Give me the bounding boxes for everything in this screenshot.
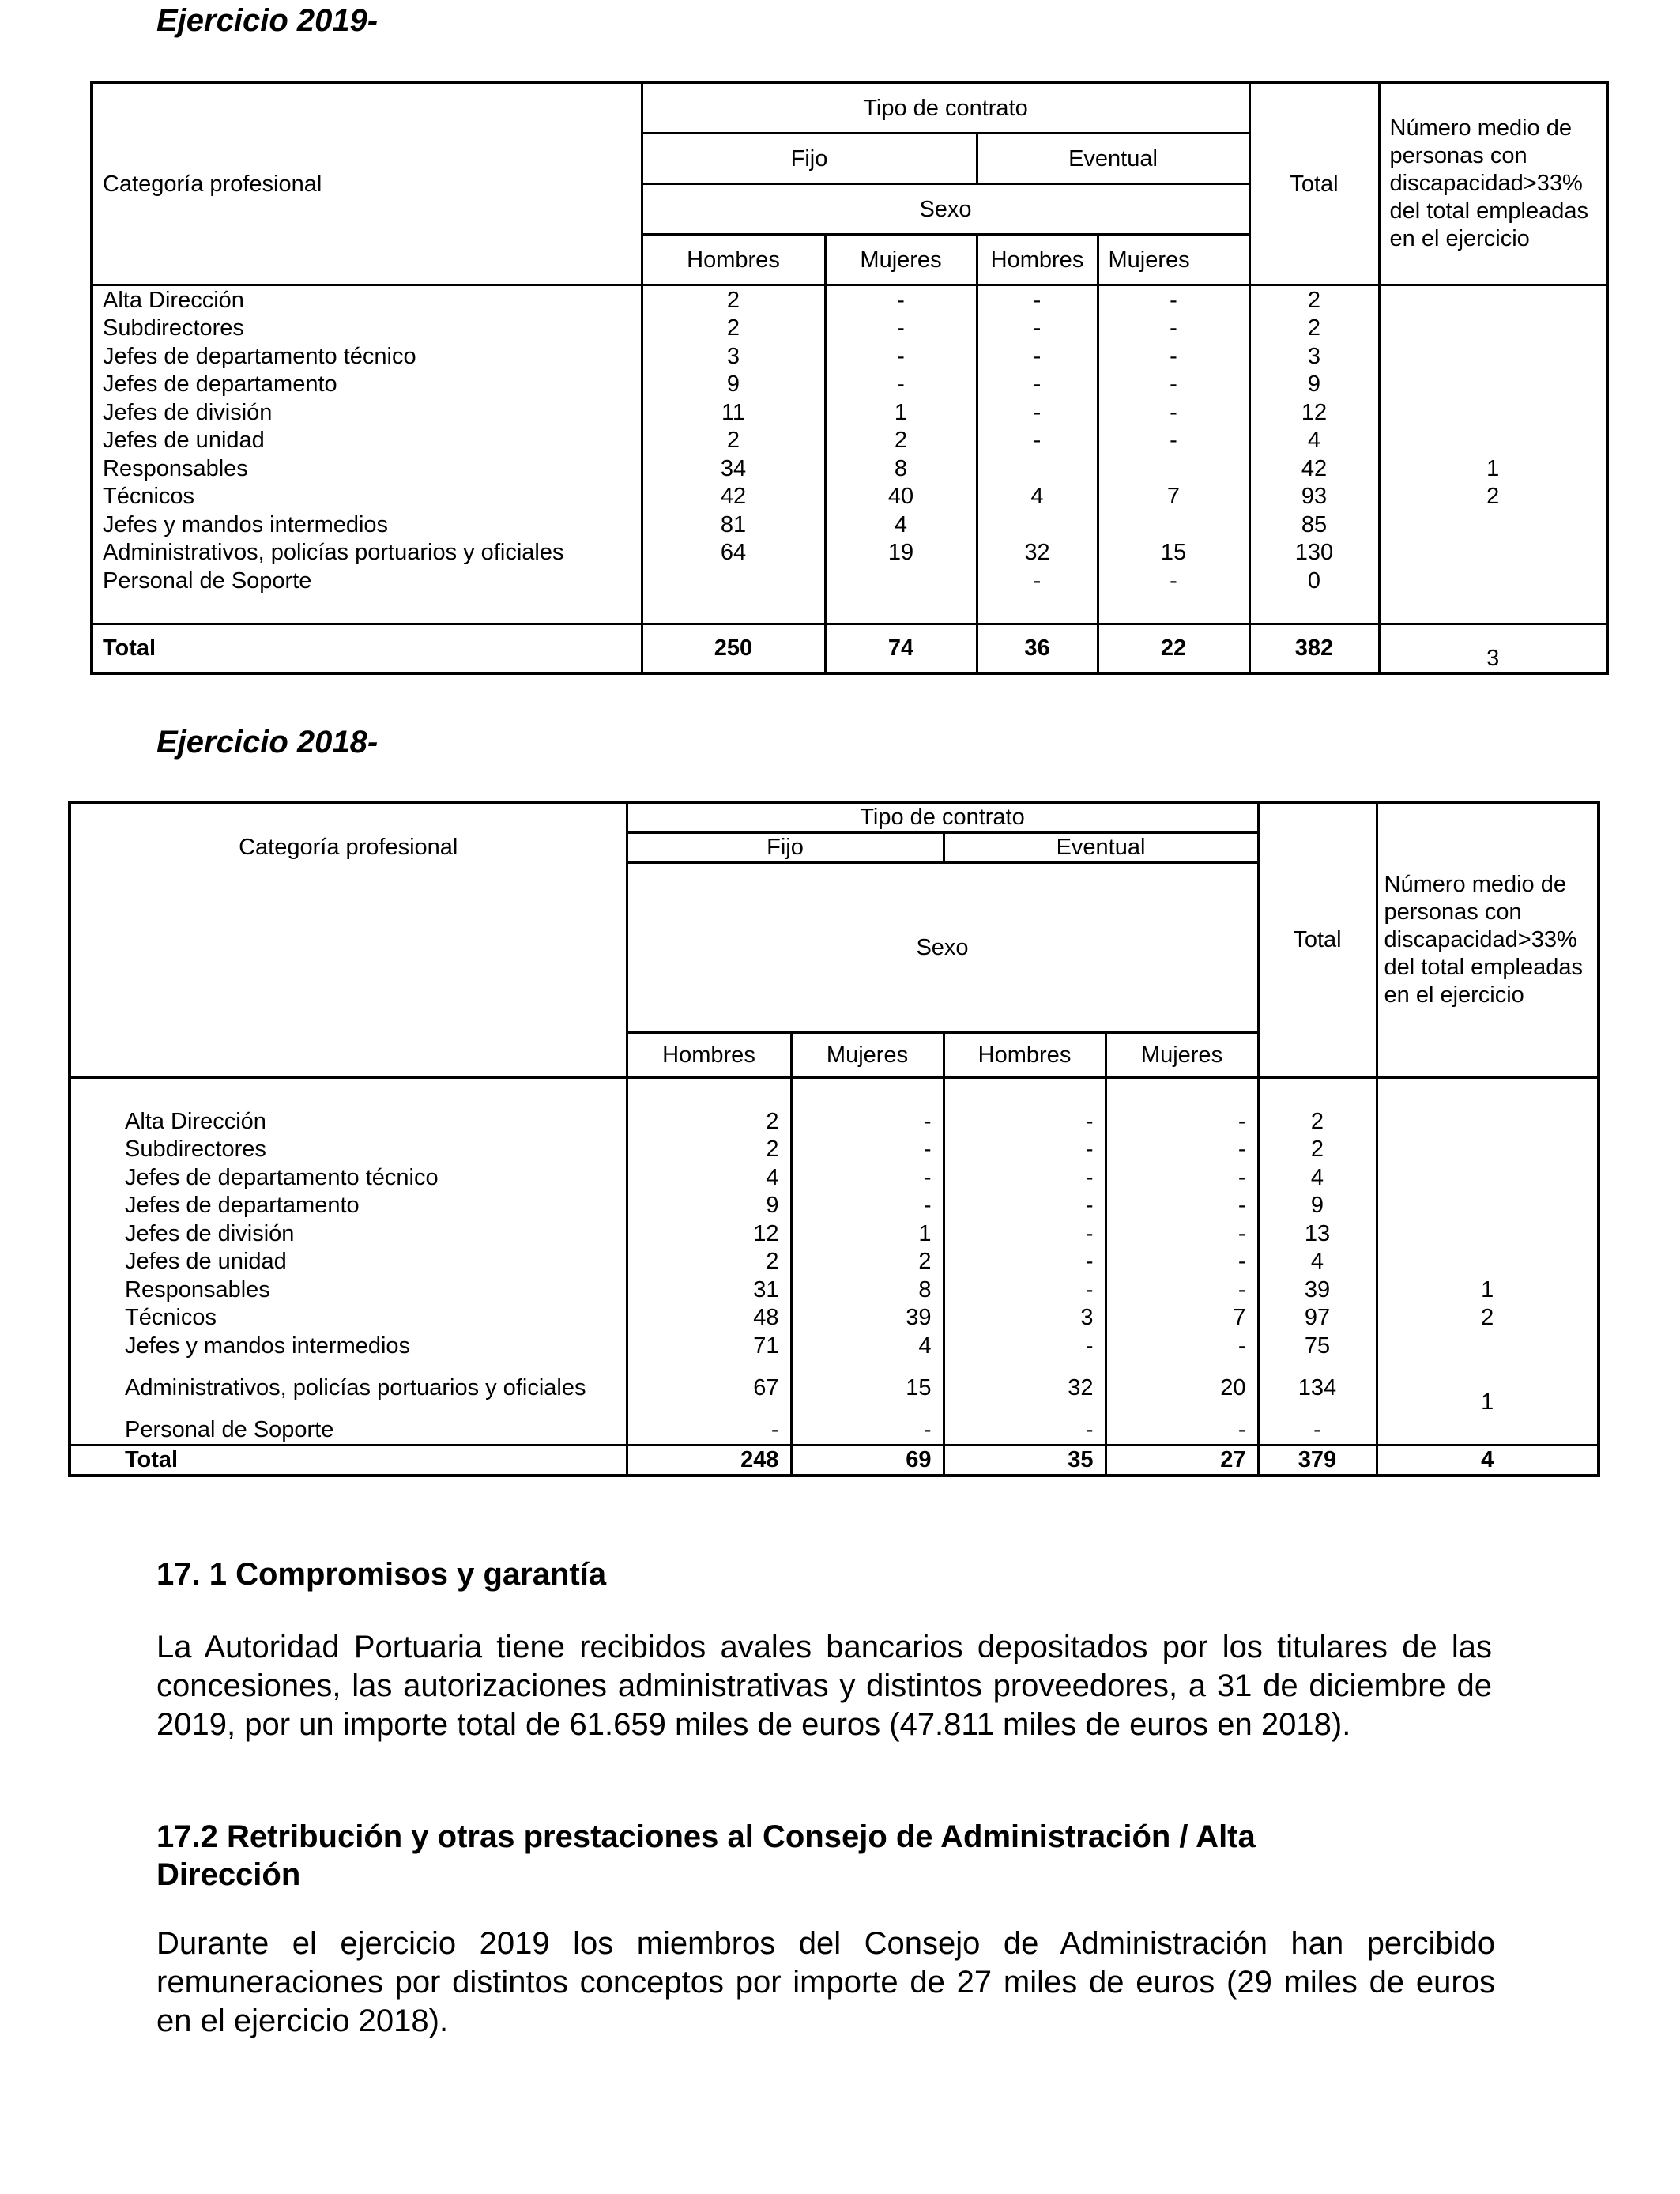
cell-fijo-hombres: 2 — [642, 315, 825, 343]
table-row — [70, 1360, 1599, 1416]
cell-fijo-hombres: 2 — [642, 285, 825, 315]
header-mujeres: Mujeres — [825, 235, 977, 285]
cell-eventual-mujeres: 20 — [1106, 1360, 1258, 1416]
table-row — [92, 511, 1607, 539]
cell-fijo-hombres: 2 — [627, 1107, 791, 1136]
cell-categoria: Jefes de departamento técnico — [92, 342, 642, 371]
cell-eventual-hombres: - — [944, 1220, 1106, 1248]
cell-eventual-hombres: 32 — [944, 1360, 1106, 1416]
cell-discapacidad: 1 — [1379, 454, 1607, 483]
table-row — [70, 1220, 1599, 1248]
cell-eventual-hombres: - — [977, 342, 1098, 371]
cell-fijo-mujeres: 2 — [825, 427, 977, 455]
cell-total: 9 — [1258, 1192, 1377, 1220]
header-discapacidad: Número medio de personas con discapacidad>33% del total empleadas en el ejercicio — [1379, 82, 1607, 285]
cell-total: 134 — [1258, 1360, 1377, 1416]
cell-eventual-hombres: - — [977, 398, 1098, 427]
cell-eventual-hombres: - — [977, 371, 1098, 399]
header-fijo: Fijo — [642, 134, 977, 184]
cell-fijo-mujeres: 19 — [825, 539, 977, 567]
cell-total: 379 — [1258, 1446, 1377, 1476]
cell-fijo-mujeres: - — [791, 1163, 944, 1192]
cell-fijo-mujeres: - — [825, 342, 977, 371]
cell-eventual-hombres: - — [944, 1416, 1106, 1446]
table-row — [70, 1248, 1599, 1276]
cell-fijo-hombres: 4 — [627, 1163, 791, 1192]
header-total: Total — [1249, 82, 1379, 285]
table-row — [92, 567, 1607, 595]
cell-eventual-hombres: - — [977, 427, 1098, 455]
cell-categoria: Jefes de división — [70, 1220, 627, 1248]
cell-eventual-hombres: - — [944, 1332, 1106, 1360]
cell-total: 12 — [1249, 398, 1379, 427]
cell-total: 382 — [1249, 624, 1379, 673]
cell-fijo-mujeres: - — [791, 1107, 944, 1136]
cell-discapacidad — [1377, 1136, 1599, 1164]
cell-eventual-hombres: 4 — [977, 483, 1098, 511]
cell-total: 2 — [1249, 315, 1379, 343]
table-row — [70, 1276, 1599, 1304]
cell-fijo-mujeres: - — [791, 1192, 944, 1220]
cell-categoria: Subdirectores — [70, 1136, 627, 1164]
cell-categoria: Jefes de departamento técnico — [70, 1163, 627, 1192]
total-label: Total — [70, 1446, 627, 1476]
header-mujeres: Mujeres — [791, 1032, 944, 1077]
cell-fijo-hombres: 67 — [627, 1360, 791, 1416]
cell-eventual-mujeres: - — [1098, 342, 1249, 371]
header-mujeres: Mujeres — [1106, 1032, 1258, 1077]
cell-discapacidad — [1377, 1220, 1599, 1248]
cell-total: 0 — [1249, 567, 1379, 595]
cell-fijo-mujeres: 8 — [791, 1276, 944, 1304]
cell-eventual-mujeres: - — [1106, 1192, 1258, 1220]
cell-eventual-mujeres: - — [1098, 567, 1249, 595]
cell-eventual-hombres: 32 — [977, 539, 1098, 567]
cell-discapacidad — [1379, 398, 1607, 427]
cell-eventual-hombres: - — [944, 1248, 1106, 1276]
cell-fijo-hombres: - — [627, 1416, 791, 1446]
cell-categoria: Personal de Soporte — [70, 1416, 627, 1446]
cell-eventual-hombres: - — [977, 285, 1098, 315]
table-2018 — [68, 801, 1600, 1477]
cell-eventual-hombres: 3 — [944, 1304, 1106, 1333]
header-sexo: Sexo — [642, 184, 1249, 235]
cell-total: 2 — [1258, 1107, 1377, 1136]
cell-discapacidad — [1379, 539, 1607, 567]
cell-total: 9 — [1249, 371, 1379, 399]
title-2018: Ejercicio 2018- — [156, 725, 379, 760]
table-row — [70, 1192, 1599, 1220]
cell-eventual-hombres: - — [944, 1276, 1106, 1304]
cell-total: 2 — [1258, 1136, 1377, 1164]
cell-fijo-hombres: 9 — [627, 1192, 791, 1220]
header-eventual: Eventual — [977, 134, 1249, 184]
table-row — [92, 315, 1607, 343]
cell-fijo-hombres: 248 — [627, 1446, 791, 1476]
cell-categoria: Jefes de departamento — [92, 371, 642, 399]
cell-discapacidad — [1377, 1163, 1599, 1192]
cell-eventual-mujeres: - — [1098, 315, 1249, 343]
cell-total: - — [1258, 1416, 1377, 1446]
table-row — [92, 539, 1607, 567]
cell-categoria: Responsables — [70, 1276, 627, 1304]
total-row — [92, 624, 1607, 673]
cell-fijo-hombres: 11 — [642, 398, 825, 427]
cell-categoria: Alta Dirección — [70, 1107, 627, 1136]
table-row — [70, 1416, 1599, 1446]
cell-categoria: Jefes y mandos intermedios — [92, 511, 642, 539]
cell-discapacidad — [1377, 1248, 1599, 1276]
table-row — [92, 483, 1607, 511]
cell-discapacidad: 1 — [1377, 1276, 1599, 1304]
cell-categoria: Administrativos, policías portuarios y oficiales — [70, 1360, 627, 1416]
cell-total: 4 — [1258, 1163, 1377, 1192]
cell-discapacidad: 3 — [1379, 624, 1607, 673]
cell-discapacidad — [1379, 315, 1607, 343]
header-hombres: Hombres — [627, 1032, 791, 1077]
cell-fijo-mujeres: 1 — [791, 1220, 944, 1248]
cell-eventual-hombres: - — [944, 1136, 1106, 1164]
cell-fijo-mujeres — [825, 567, 977, 595]
header-discapacidad: Número medio de personas con discapacidad>33% del total empleadas en el ejercicio — [1377, 802, 1599, 1077]
cell-fijo-mujeres: 2 — [791, 1248, 944, 1276]
cell-total: 4 — [1249, 427, 1379, 455]
cell-total: 39 — [1258, 1276, 1377, 1304]
header-mujeres: Mujeres — [1098, 235, 1249, 285]
cell-eventual-hombres — [977, 511, 1098, 539]
table-row — [92, 398, 1607, 427]
cell-categoria: Administrativos, policías portuarios y oficiales — [92, 539, 642, 567]
cell-eventual-hombres: - — [977, 567, 1098, 595]
header-fijo: Fijo — [627, 832, 944, 862]
header-categoria: Categoría profesional — [92, 82, 642, 285]
table-row — [92, 454, 1607, 483]
cell-categoria: Técnicos — [70, 1304, 627, 1333]
header-total: Total — [1258, 802, 1377, 1077]
cell-fijo-mujeres: - — [825, 315, 977, 343]
cell-eventual-mujeres: - — [1098, 371, 1249, 399]
cell-fijo-hombres: 71 — [627, 1332, 791, 1360]
cell-discapacidad — [1377, 1107, 1599, 1136]
cell-categoria: Subdirectores — [92, 315, 642, 343]
cell-total: 75 — [1258, 1332, 1377, 1360]
cell-eventual-hombres: 35 — [944, 1446, 1106, 1476]
header-tipo-contrato: Tipo de contrato — [627, 802, 1258, 832]
cell-fijo-hombres: 3 — [642, 342, 825, 371]
cell-eventual-mujeres: 15 — [1098, 539, 1249, 567]
cell-eventual-mujeres: 7 — [1098, 483, 1249, 511]
cell-categoria: Alta Dirección — [92, 285, 642, 315]
cell-total: 130 — [1249, 539, 1379, 567]
cell-eventual-mujeres: - — [1106, 1136, 1258, 1164]
cell-fijo-hombres: 48 — [627, 1304, 791, 1333]
cell-categoria: Jefes de unidad — [92, 427, 642, 455]
cell-categoria: Jefes de unidad — [70, 1248, 627, 1276]
cell-eventual-mujeres: 22 — [1098, 624, 1249, 673]
cell-eventual-mujeres: - — [1106, 1220, 1258, 1248]
cell-eventual-mujeres: - — [1106, 1332, 1258, 1360]
header-hombres: Hombres — [944, 1032, 1106, 1077]
cell-eventual-mujeres: - — [1098, 285, 1249, 315]
cell-categoria: Jefes de departamento — [70, 1192, 627, 1220]
cell-eventual-hombres: - — [944, 1192, 1106, 1220]
table-row — [70, 1332, 1599, 1360]
cell-discapacidad: 2 — [1377, 1304, 1599, 1333]
cell-eventual-mujeres: - — [1106, 1276, 1258, 1304]
cell-eventual-mujeres: - — [1098, 427, 1249, 455]
table-row — [70, 1107, 1599, 1136]
cell-eventual-mujeres: - — [1098, 398, 1249, 427]
section-heading-17-1: 17. 1 Compromisos y garantía — [156, 1557, 607, 1592]
total-label: Total — [92, 624, 642, 673]
table-row — [92, 427, 1607, 455]
header-hombres: Hombres — [977, 235, 1098, 285]
cell-fijo-mujeres: 15 — [791, 1360, 944, 1416]
table-row — [92, 371, 1607, 399]
cell-fijo-hombres: 81 — [642, 511, 825, 539]
cell-fijo-hombres: 250 — [642, 624, 825, 673]
cell-fijo-hombres — [642, 567, 825, 595]
section-heading-17-2: 17.2 Retribución y otras prestaciones al Consejo de Administración / Alta Dirección — [156, 1819, 1256, 1892]
header-sexo: Sexo — [627, 862, 1258, 1032]
cell-categoria: Jefes y mandos intermedios — [70, 1332, 627, 1360]
title-2019: Ejercicio 2019- — [156, 3, 379, 38]
cell-total: 97 — [1258, 1304, 1377, 1333]
cell-discapacidad — [1379, 427, 1607, 455]
cell-eventual-hombres: - — [977, 315, 1098, 343]
cell-discapacidad: 1 — [1377, 1360, 1599, 1446]
cell-fijo-mujeres: 74 — [825, 624, 977, 673]
cell-total: 42 — [1249, 454, 1379, 483]
cell-discapacidad — [1379, 371, 1607, 399]
header-tipo-contrato: Tipo de contrato — [642, 82, 1249, 134]
cell-discapacidad: 4 — [1377, 1446, 1599, 1476]
cell-categoria: Técnicos — [92, 483, 642, 511]
cell-fijo-hombres: 2 — [627, 1248, 791, 1276]
table-row — [92, 342, 1607, 371]
section-text-17-1: La Autoridad Portuaria tiene recibidos avales bancarios depositados por los titulares de las concesiones, las autorizaciones administrativas y distintos proveedores, a 31 de diciembre de 2019, por un importe total de 61.659 miles de euros (47.811 miles de euros en 2018). — [156, 1630, 1492, 1742]
table-row — [92, 285, 1607, 315]
table-2019 — [90, 81, 1609, 675]
cell-fijo-hombres: 2 — [627, 1136, 791, 1164]
cell-eventual-hombres: 36 — [977, 624, 1098, 673]
cell-discapacidad — [1379, 567, 1607, 595]
cell-eventual-mujeres: - — [1106, 1163, 1258, 1192]
cell-fijo-mujeres: - — [791, 1136, 944, 1164]
cell-eventual-mujeres: - — [1106, 1107, 1258, 1136]
cell-fijo-mujeres: - — [825, 371, 977, 399]
cell-fijo-mujeres: 39 — [791, 1304, 944, 1333]
cell-fijo-hombres: 12 — [627, 1220, 791, 1248]
cell-total: 4 — [1258, 1248, 1377, 1276]
cell-fijo-mujeres: - — [825, 285, 977, 315]
cell-categoria: Personal de Soporte — [92, 567, 642, 595]
cell-fijo-mujeres: 4 — [791, 1332, 944, 1360]
cell-discapacidad — [1379, 342, 1607, 371]
table-row — [70, 1136, 1599, 1164]
cell-discapacidad — [1379, 285, 1607, 315]
header-hombres: Hombres — [642, 235, 825, 285]
cell-categoria: Responsables — [92, 454, 642, 483]
cell-total: 2 — [1249, 285, 1379, 315]
cell-eventual-mujeres: - — [1106, 1248, 1258, 1276]
cell-fijo-mujeres: - — [791, 1416, 944, 1446]
cell-fijo-hombres: 9 — [642, 371, 825, 399]
cell-total: 3 — [1249, 342, 1379, 371]
cell-total: 93 — [1249, 483, 1379, 511]
cell-eventual-mujeres: - — [1106, 1416, 1258, 1446]
cell-eventual-mujeres — [1098, 454, 1249, 483]
cell-fijo-mujeres: 40 — [825, 483, 977, 511]
section-text-17-2: Durante el ejercicio 2019 los miembros del Consejo de Administración han percibido remuneraciones por distintos conceptos por importe de 27 miles de euros (29 miles de euros en el ejercicio 2018). — [156, 1926, 1495, 2038]
header-categoria: Categoría profesional — [70, 802, 627, 1077]
cell-categoria: Jefes de división — [92, 398, 642, 427]
cell-eventual-mujeres: 27 — [1106, 1446, 1258, 1476]
cell-fijo-mujeres: 69 — [791, 1446, 944, 1476]
cell-discapacidad — [1377, 1332, 1599, 1360]
cell-fijo-mujeres: 8 — [825, 454, 977, 483]
cell-discapacidad: 2 — [1379, 483, 1607, 511]
table-row — [70, 1304, 1599, 1333]
cell-fijo-hombres: 31 — [627, 1276, 791, 1304]
cell-fijo-hombres: 42 — [642, 483, 825, 511]
cell-discapacidad — [1377, 1192, 1599, 1220]
cell-discapacidad — [1379, 511, 1607, 539]
total-row — [70, 1446, 1599, 1476]
cell-eventual-hombres — [977, 454, 1098, 483]
cell-total: 85 — [1249, 511, 1379, 539]
cell-eventual-hombres: - — [944, 1163, 1106, 1192]
cell-eventual-hombres: - — [944, 1107, 1106, 1136]
cell-fijo-mujeres: 4 — [825, 511, 977, 539]
cell-eventual-mujeres — [1098, 511, 1249, 539]
cell-fijo-hombres: 34 — [642, 454, 825, 483]
cell-fijo-mujeres: 1 — [825, 398, 977, 427]
header-eventual: Eventual — [944, 832, 1258, 862]
cell-fijo-hombres: 64 — [642, 539, 825, 567]
cell-total: 13 — [1258, 1220, 1377, 1248]
table-row — [70, 1163, 1599, 1192]
cell-eventual-mujeres: 7 — [1106, 1304, 1258, 1333]
cell-fijo-hombres: 2 — [642, 427, 825, 455]
